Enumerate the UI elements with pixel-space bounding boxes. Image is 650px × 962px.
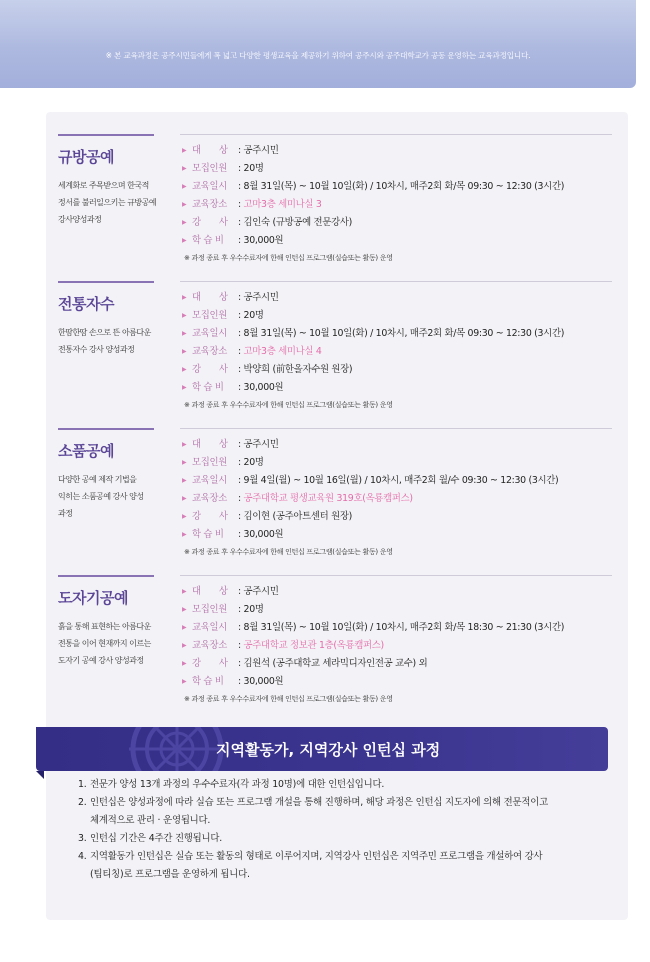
info-value: 8월 31일(목) ~ 10월 10일(화) / 10차시, 매주2회 화/목 09:30 ~ 12:30 (3시간) [243,328,565,339]
course-title: 규방공예 [58,148,114,166]
info-colon: : [238,511,241,522]
info-colon: : [238,382,241,393]
info-row-schedule [182,178,614,196]
internship-list [78,776,606,884]
info-label: 교육장소 [192,346,228,357]
info-colon: : [238,640,241,651]
bullet-icon: ▶ [182,531,187,538]
info-value: 30,000원 [243,529,284,540]
course-note: ※ 과정 종료 후 우수수료자에 한해 인턴십 프로그램(실습또는 활동) 운영 [184,401,393,409]
course-note: ※ 과정 종료 후 우수수료자에 한해 인턴십 프로그램(실습또는 활동) 운영 [184,548,393,556]
description-line: 정서를 불러일으키는 규방공예 [58,198,157,207]
info-label: 대 상 [192,439,228,450]
info-label: 교육장소 [192,493,228,504]
info-value: 박양희 (前한올자수원 원장) [243,364,353,375]
item-number: 2. [78,797,87,808]
info-row-fee [182,673,614,691]
info-value: 고마3층 세미나실 4 [243,346,322,357]
bullet-icon: ▶ [182,477,187,484]
info-row-teacher [182,214,614,232]
course-block [58,134,614,280]
course-info [182,436,614,560]
info-colon: : [238,475,241,486]
info-value: 30,000원 [243,235,284,246]
info-colon: : [238,328,241,339]
title-rule [58,428,154,430]
info-row-place [182,343,614,361]
title-rule [58,134,154,136]
course-title: 전통자수 [58,295,114,313]
info-value: 20명 [243,604,264,615]
info-label: 강 사 [192,364,228,375]
info-rule [180,428,612,429]
info-colon: : [238,310,241,321]
info-row-fee [182,379,614,397]
info-value: 공주시민 [243,145,279,156]
bullet-icon: ▶ [182,660,187,667]
internship-item [78,830,606,848]
info-label: 학 습 비 [192,382,224,393]
internship-item [78,794,606,830]
info-row-capacity [182,454,614,472]
info-label: 교육장소 [192,199,228,210]
top-banner [0,0,636,88]
course-description [58,618,162,669]
bullet-icon: ▶ [182,348,187,355]
info-row-target [182,142,614,160]
item-number: 4. [78,851,87,862]
info-label: 교육일시 [192,475,228,486]
course-block [58,281,614,427]
bullet-icon: ▶ [182,441,187,448]
info-label: 교육장소 [192,640,228,651]
info-colon: : [238,199,241,210]
program-notice: ※ 본 교육과정은 공주시민들에게 폭 넓고 다양한 평생교육을 제공하기 위하여 공주시와 공주대학교가 공동 운영하는 교육과정입니다. [105,51,531,60]
info-colon: : [238,457,241,468]
info-label: 학 습 비 [192,235,224,246]
title-rule [58,281,154,283]
info-label: 교육일시 [192,328,228,339]
info-colon: : [238,439,241,450]
info-value: 김인숙 (규방공예 전문강사) [243,217,352,228]
description-line: 세계화로 주목받으며 한국적 [58,181,149,190]
bullet-icon: ▶ [182,459,187,466]
course-description [58,324,162,358]
info-label: 강 사 [192,217,228,228]
course-description [58,177,162,228]
info-label: 강 사 [192,511,228,522]
info-row-teacher [182,361,614,379]
info-value: 공주시민 [243,586,279,597]
info-colon: : [238,493,241,504]
description-line: 익히는 소품공예 강사 양성 [58,492,144,501]
info-row-teacher [182,655,614,673]
info-row-target [182,289,614,307]
bullet-icon: ▶ [182,237,187,244]
info-colon: : [238,235,241,246]
info-label: 모집인원 [192,310,228,321]
info-colon: : [238,529,241,540]
info-label: 대 상 [192,145,228,156]
bullet-icon: ▶ [182,294,187,301]
info-value: 30,000원 [243,676,284,687]
info-row-fee [182,526,614,544]
info-row-schedule [182,472,614,490]
info-label: 대 상 [192,292,228,303]
bullet-icon: ▶ [182,513,187,520]
info-row-fee [182,232,614,250]
internship-title: 지역활동가, 지역강사 인턴십 과정 [216,741,441,759]
info-colon: : [238,658,241,669]
course-block [58,428,614,574]
info-colon: : [238,676,241,687]
description-line: 과정 [58,509,73,518]
info-row-schedule [182,619,614,637]
info-value: 고마3층 세미나실 3 [243,199,322,210]
course-title: 도자기공예 [58,589,128,607]
info-colon: : [238,364,241,375]
item-text-line: 인턴십은 양성과정에 따라 실습 또는 프로그램 개설을 통해 진행하며, 해당 과정은 인턴십 지도자에 의해 전문적이고 [90,797,548,808]
item-number: 1. [78,779,87,790]
bullet-icon: ▶ [182,588,187,595]
info-label: 학 습 비 [192,529,224,540]
info-value: 8월 31일(목) ~ 10월 10일(화) / 10차시, 매주2회 화/목 18:30 ~ 21:30 (3시간) [243,622,565,633]
internship-item [78,776,606,794]
description-line: 도자기 공예 강사 양성과정 [58,656,144,665]
course-block [58,575,614,721]
info-value: 공주대학교 평생교육원 319호(옥룡캠퍼스) [243,493,413,504]
info-label: 모집인원 [192,457,228,468]
info-value: 8월 31일(목) ~ 10월 10일(화) / 10차시, 매주2회 화/목 09:30 ~ 12:30 (3시간) [243,181,565,192]
bullet-icon: ▶ [182,495,187,502]
info-label: 교육일시 [192,181,228,192]
info-value: 20명 [243,163,264,174]
course-info [182,289,614,413]
bullet-icon: ▶ [182,384,187,391]
bullet-icon: ▶ [182,165,187,172]
info-label: 학 습 비 [192,676,224,687]
info-value: 9월 4일(월) ~ 10월 16일(월) / 10차시, 매주2회 월/수 09:30 ~ 12:30 (3시간) [243,475,559,486]
info-colon: : [238,346,241,357]
info-label: 모집인원 [192,604,228,615]
info-row-place [182,490,614,508]
info-row-target [182,436,614,454]
bullet-icon: ▶ [182,678,187,685]
description-line: 흙을 통해 표현하는 아름다운 [58,622,151,631]
info-row-schedule [182,325,614,343]
bullet-icon: ▶ [182,147,187,154]
course-title: 소품공예 [58,442,114,460]
description-line: 전통자수 강사 양성과정 [58,345,135,354]
info-label: 강 사 [192,658,228,669]
info-row-capacity [182,160,614,178]
info-value: 20명 [243,457,264,468]
info-label: 대 상 [192,586,228,597]
info-rule [180,281,612,282]
bullet-icon: ▶ [182,312,187,319]
bullet-icon: ▶ [182,606,187,613]
info-rule [180,134,612,135]
bullet-icon: ▶ [182,201,187,208]
info-row-capacity [182,601,614,619]
info-value: 20명 [243,310,264,321]
info-row-target [182,583,614,601]
banner-fold [36,771,44,779]
info-row-teacher [182,508,614,526]
item-text-line: 지역활동가 인턴십은 실습 또는 활동의 형태로 이루어지며, 지역강사 인턴십은 지역주민 프로그램을 개설하여 강사 [90,851,543,862]
info-value: 김원석 (공주대학교 세라믹디자인전공 교수) 외 [243,658,428,669]
info-colon: : [238,217,241,228]
info-row-capacity [182,307,614,325]
item-text-line: (팀티칭)로 프로그램을 운영하게 됩니다. [90,869,250,880]
info-colon: : [238,145,241,156]
info-colon: : [238,604,241,615]
info-label: 모집인원 [192,163,228,174]
description-line: 전통을 이어 현재까지 이르는 [58,639,151,648]
course-description [58,471,162,522]
item-text-line: 인턴십 기간은 4주간 진행됩니다. [90,833,223,844]
info-rule [180,575,612,576]
item-text-line: 전문가 양성 13개 과정의 우수수료자(각 과정 10명)에 대한 인턴십입니다. [90,779,385,790]
internship-item [78,848,606,884]
info-label: 교육일시 [192,622,228,633]
description-line: 강사양성과정 [58,215,102,224]
course-note: ※ 과정 종료 후 우수수료자에 한해 인턴십 프로그램(실습또는 활동) 운영 [184,695,393,703]
info-colon: : [238,586,241,597]
internship-banner [36,727,608,771]
bullet-icon: ▶ [182,366,187,373]
info-value: 공주시민 [243,292,279,303]
title-rule [58,575,154,577]
bullet-icon: ▶ [182,219,187,226]
description-line: 한땀한땀 손으로 뜬 아름다운 [58,328,151,337]
info-colon: : [238,181,241,192]
bullet-icon: ▶ [182,624,187,631]
item-text-line: 체계적으로 관리 · 운영됩니다. [90,815,211,826]
course-info [182,583,614,707]
info-colon: : [238,292,241,303]
info-colon: : [238,163,241,174]
course-info [182,142,614,266]
item-number: 3. [78,833,87,844]
info-row-place [182,637,614,655]
info-value: 30,000원 [243,382,284,393]
bullet-icon: ▶ [182,183,187,190]
bullet-icon: ▶ [182,642,187,649]
course-note: ※ 과정 종료 후 우수수료자에 한해 인턴십 프로그램(실습또는 활동) 운영 [184,254,393,262]
info-row-place [182,196,614,214]
info-colon: : [238,622,241,633]
bullet-icon: ▶ [182,330,187,337]
description-line: 다양한 공예 제작 기법을 [58,475,137,484]
info-value: 김이현 (공주아트센터 원장) [243,511,352,522]
info-value: 공주대학교 정보관 1층(옥룡캠퍼스) [243,640,384,651]
info-value: 공주시민 [243,439,279,450]
